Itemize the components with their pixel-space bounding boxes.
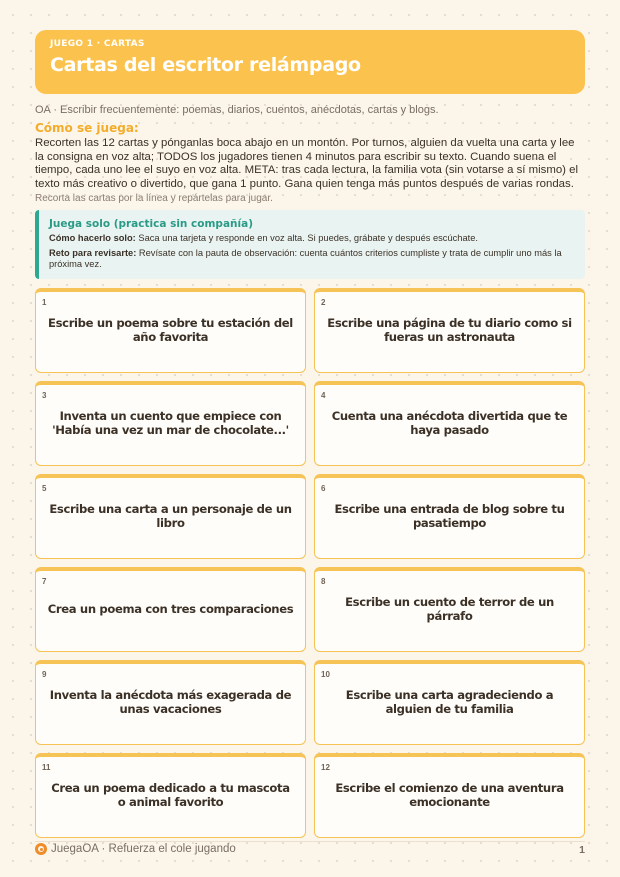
card-number: 6 (321, 484, 326, 493)
writing-card[interactable] (314, 753, 585, 838)
solo-play-box (35, 210, 585, 279)
cut-instructions: Recorta las cartas por la línea y repártelas para jugar. (35, 193, 273, 204)
writing-card[interactable] (314, 381, 585, 466)
writing-card[interactable] (35, 474, 306, 559)
card-prompt: Escribe un cuento de terror de un párrafo (345, 595, 554, 623)
card-number: 3 (42, 391, 47, 400)
footer-divider (35, 841, 585, 842)
writing-card[interactable] (314, 567, 585, 652)
writing-card[interactable] (35, 753, 306, 838)
how-to-play-heading: Cómo se juega: (35, 121, 139, 135)
card-prompt: Escribe una página de tu diario como si fueras un astronauta (327, 316, 572, 344)
writing-card[interactable] (35, 567, 306, 652)
card-number: 5 (42, 484, 47, 493)
header-banner (35, 30, 585, 94)
card-number: 10 (321, 670, 330, 679)
card-prompt: Inventa la anécdota más exagerada de unas vacaciones (49, 688, 292, 716)
game-label: JUEGO 1 · CARTAS (50, 39, 145, 49)
solo-challenge-row (49, 248, 575, 271)
learning-objective: OA · Escribir frecuentemente: poemas, diarios, cuentos, anécdotas, cartas y blogs. (35, 104, 439, 116)
card-prompt: Escribe una carta agradeciendo a alguien de tu familia (345, 688, 554, 716)
writing-card[interactable] (35, 660, 306, 745)
solo-challenge-label: Reto para revisarte: (49, 247, 137, 258)
card-prompt: Crea un poema con tres comparaciones (47, 602, 294, 616)
card-number: 7 (42, 577, 47, 586)
solo-how-row (49, 233, 575, 245)
card-number: 8 (321, 577, 326, 586)
writing-card[interactable] (314, 660, 585, 745)
solo-title: Juega solo (practica sin compañía) (49, 218, 253, 230)
card-number: 2 (321, 298, 326, 307)
writing-card[interactable] (35, 381, 306, 466)
solo-challenge-text: Revísate con la pauta de observación: cuenta cuántos criterios cumpliste y trata de cumplir uno más la próxima vez. (49, 247, 562, 269)
card-prompt: Escribe el comienzo de una aventura emocionante (335, 781, 564, 809)
card-prompt: Escribe una carta a un personaje de un libro (49, 502, 292, 530)
card-number: 11 (42, 763, 51, 772)
footer-brand: JuegaOA · Refuerza el cole jugando (51, 843, 236, 855)
page-number: 1 (579, 844, 585, 856)
card-number: 1 (42, 298, 47, 307)
card-number: 12 (321, 763, 330, 772)
solo-how-text: Saca una tarjeta y responde en voz alta. Si puedes, grábate y después escúchate. (138, 233, 478, 243)
card-prompt: Crea un poema dedicado a tu mascota o animal favorito (51, 781, 290, 809)
writing-card[interactable] (314, 288, 585, 373)
brand-logo-icon (35, 843, 47, 855)
card-prompt: Cuenta una anécdota divertida que te haya pasado (331, 409, 568, 437)
page-title: Cartas del escritor relámpago (50, 54, 361, 76)
card-prompt: Escribe un poema sobre tu estación del año favorita (48, 316, 293, 344)
card-number: 9 (42, 670, 47, 679)
card-number: 4 (321, 391, 326, 400)
card-prompt: Inventa un cuento que empiece con 'Había una vez un mar de chocolate...' (52, 409, 289, 437)
how-to-play-text: Recorten las 12 cartas y pónganlas boca abajo en un montón. Por turnos, alguien da vuelta una carta y lee la consigna en voz alta; TODOS los jugadores tienen 4 minutos para escribir su texto. Cuando suena el tiempo, cada uno lee el suyo en voz alta. META: tras cada lectura, la familia vota (sin votarse a sí mismo) el texto más creativo o divertido, que gana 1 punto. Gana quien tenga más puntos después de varias rondas. (35, 137, 578, 190)
writing-card[interactable] (314, 474, 585, 559)
solo-how-label: Cómo hacerlo solo: (49, 233, 136, 243)
writing-card[interactable] (35, 288, 306, 373)
card-prompt: Escribe una entrada de blog sobre tu pasatiempo (334, 502, 565, 530)
